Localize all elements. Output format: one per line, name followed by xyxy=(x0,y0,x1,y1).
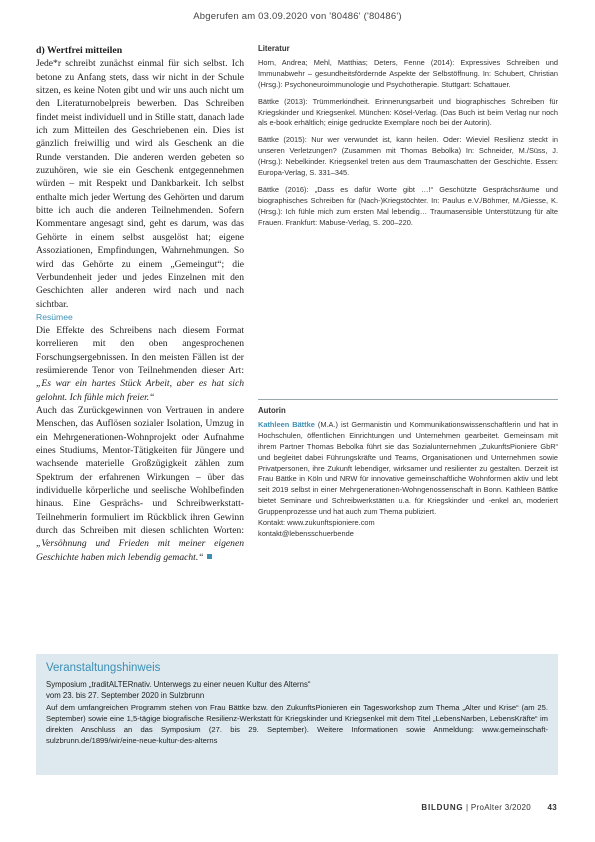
footer-journal: ProAlter 3/2020 xyxy=(470,803,531,812)
author-email-link[interactable]: kontakt@lebensschuerbende xyxy=(258,528,354,538)
footer-section: BILDUNG xyxy=(421,803,464,812)
event-subtitle: Symposium „traditALTERnativ. Unterwegs zu einer neuen Kultur des Alterns“ xyxy=(46,680,311,689)
paragraph-effects-text: Auch das Zurückgewinnen von Vertrauen in andere Menschen, das Auflösen sozialer Isolation, Umzug in ein Mehrgenerationen-Wohnprojekt oder Aufnahme eines Studiums, Mentor-Tätigkeiten für Jüngere und wachsende materielle Großzügigkeit zählen zum Spektrum der erfahrenen Wirkungen – über das individuelle körperliche und seelische Wohlbefinden hinaus. Eine Gesprächs- und Schreibwerkstatt-Teilnehmerin formuliert im Rückblick ihren Gewinn durch das Schreiben mit diesen schlichten Worten: xyxy=(36,404,244,537)
literature-column xyxy=(258,44,558,235)
literature-title: Literatur xyxy=(258,44,290,53)
main-text-column xyxy=(36,44,244,564)
author-website-link[interactable]: www.zukunftspioniere.com xyxy=(287,518,375,528)
participant-quote: „Es war ein hartes Stück Arbeit, aber es hat sich gelohnt. Ich fühle mich freier.“ xyxy=(36,378,244,403)
section-title: d) Wertfrei mitteilen xyxy=(36,45,123,56)
paragraph-resume xyxy=(36,324,244,404)
literature-entry: Bättke (2016): „Dass es dafür Worte gibt …!“ Geschützte Gesprächsräume und biographisches Schreiben für (Nach-)Kriegstöchter. In: Paulus e.V./Böhmer, M./Giesse, K. (Hrsg.): Ich fühle mich zum ersten Mal lebendig… Traumasensible Unterstützung für alte Frauen. Frankfurt: Mabuse-Verlag, S. 200–220. xyxy=(258,184,558,227)
download-header: Abgerufen am 03.09.2020 von '80486' ('80486') xyxy=(193,11,402,22)
literature-entry: Bättke (2015): Nur wer verwundet ist, kann heilen. Oder: Wieviel Resilienz steckt in unseren Verletzungen? (Zusammen mit Thomas Bebolka) In: Schneider, M./Süss, J. (Hrsg.): Nebelkinder. Kriegsenkel treten aus dem Traumaschatten der Geschichte. Essen: Europa-Verlag, S. 331–345. xyxy=(258,135,558,178)
contact-label: Kontakt: xyxy=(258,518,288,528)
column-divider xyxy=(258,399,558,400)
literature-entry: Horn, Andrea; Mehl, Matthias; Deters, Fenne (2014): Expressives Schreiben und Immunabwehr – gesundheitsfördernde Aspekte der Selbstöffnung. In: Schubert, Christian (Hrsg.): Psychoneuroimmunologie und Psychotherapie. Stuttgart: Schattauer. xyxy=(258,57,558,89)
resume-title: Resümee xyxy=(36,311,73,322)
event-body: Auf dem umfangreichen Programm stehen von Frau Bättke bzw. den ZukunftsPionieren ein Tagesworkshop zum Thema „Alter und Krise“ (am 25. September) sowie eine 1,5-tägige biografische Resilienz-Werkstatt für Kriegskinder und Kriegsenkel mit dem Titel „LebensNarben, LebensKräfte“ im direkten Anschluss an das Symposium (27. bis 29. September). Weitere Informationen sowie Anmeldung: www.gemeinschaft-sulzbrunn.de/1899/wir/eine-neue-kultur-des-alterns xyxy=(46,703,548,745)
paragraph-resume-text: Die Effekte des Schreibens nach diesem Format korrelieren mit den oben angesprochenen Forschungsergebnissen. In den meisten Fällen ist der resümierende Tenor von Teilnehmenden dieser Art: xyxy=(36,324,244,376)
page-footer xyxy=(421,803,557,812)
author-box xyxy=(258,406,558,540)
event-date: vom 23. bis 27. September 2020 in Sulzbrunn xyxy=(46,690,205,700)
author-bio xyxy=(258,420,558,518)
event-title: Veranstaltungshinweis xyxy=(46,662,161,674)
participant-quote-2: „Versöhnung und Frieden mit meiner eigenen Geschichte haben mich lebendig gemacht.“ xyxy=(36,538,244,563)
author-title: Autorin xyxy=(258,406,286,415)
author-bio-text: (M.A.) ist Germanistin und Kommunikationswissenschaftlerin und hat in Hochschulen, öffentlichen Einrichtungen und Unternehmen gearbeitet. Gemeinsam mit ihrem Partner Thomas Bebolka führt sie das Sozialunternehmen „ZukunftsPioniere GbR“ und begleitet dabei Führungskräfte und Teams, Organisationen und Unternehmen sowie Privatpersonen, ihre Zukunft lebendiger, wirksamer und resilienter zu gestalten. Derzeit ist Frau Bättke in Köln und NRW für innovative gemeinschaftliche Wohnformen aktiv und lebt seit 2019 selbst in einer Mehrgenerationen-Wohngenossenschaft in Bonn. Kathleen Bättke bietet Seminare und Schreibwerkstätten u.a. für Kriegskinder und -enkel an, moderiert Gruppenprozesse und hat auch zum Thema publiziert. xyxy=(258,419,559,517)
footer-separator: | xyxy=(465,803,469,812)
author-name: Kathleen Bättke xyxy=(258,419,315,429)
paragraph-effects xyxy=(36,404,244,564)
page-number: 43 xyxy=(547,803,557,812)
paragraph-mitteilen: Jede*r schreibt zunächst einmal für sich selbst. Ich betone zu Anfang stets, dass wir nicht in der Schule sitzen, es keine Noten gibt und wir uns auch nicht um den Literaturnobelpreis bewerben. Das Schreiben findet meist individuell und in Stille statt, danach lade ich zum Mitteilen des Geschriebenen ein. Dies ist gänzlich freiwillig und wird als Geschenk an die Runde verstanden. Die anderen werden gebeten so zuzuhören, wie sie ein Geschenk entgegennehmen würden – mit Respekt und Dankbarkeit. Ich selbst enthalte mich jeder Wertung des Gehörten und darum bitte ich auch die anderen Teilnehmenden. Sofern Kommentare angesagt sind, geht es darum, was das Gehörte in einem selbst ausgelöst hat; eigene Assoziationen, Empfindungen, Wahrnehmungen. So wird das Gehörte zu einem „Gemeingut“; die Verbundenheit jeder und jedes Einzelnen mit den Geschichten aller anderen wird nach und nach sichtbar. xyxy=(36,58,244,310)
event-notice-box xyxy=(36,654,558,775)
end-square-icon xyxy=(207,554,212,559)
author-contact xyxy=(258,518,558,529)
literature-entry: Bättke (2013): Trümmerkindheit. Erinnerungsarbeit und biographisches Schreiben für Kriegskinder und Kriegsenkel. München: Kösel-Verlag. (Das Buch ist beim Verlag nur noch als e-book erhältlich; einige gedruckte Exemplare noch bei der Autorin). xyxy=(258,96,558,128)
